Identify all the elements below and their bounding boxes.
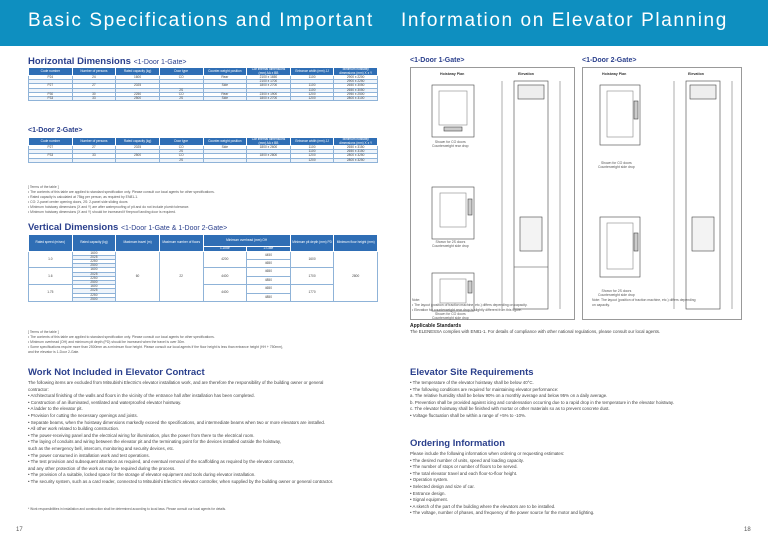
text-line: • The power-receiving panel and the electrical wiring for illumination, plus the power from there to the electrical room.	[28, 432, 255, 438]
two-gate-table-header	[29, 138, 378, 146]
col-header: Number of persons	[72, 68, 116, 76]
col-header: Maximum travel (m)	[116, 235, 160, 252]
text-line: • Voltage fluctuation shall be within a range of +5% to -10%.	[410, 412, 527, 418]
table-cell: 1800 x 2600	[247, 146, 291, 150]
table-cell: 1100	[290, 150, 334, 154]
table-cell: 2025	[116, 146, 160, 150]
capacity-cell: 2500	[72, 280, 116, 284]
table-cell: 1800 x 2800	[247, 154, 291, 158]
text-line: a. The relative humidity shall be below 90% on a monthly average and below 95% on a daily average.	[410, 393, 608, 399]
table-cell: 2900 x 2200	[334, 76, 378, 80]
banner-title-right: Information on Elevator Planning	[401, 10, 728, 31]
table-cell: P30	[29, 92, 73, 96]
figure-note-line: on capacity.	[592, 303, 610, 307]
table-cell: CO	[159, 146, 203, 150]
site-heading: Elevator Site Requirements	[410, 367, 534, 378]
table-cell: 2800 x 3250	[334, 158, 378, 162]
fig-heading-1-gate: <1-Door 1-Gate>	[410, 57, 465, 64]
table-cell: 2500	[116, 97, 160, 101]
table-cell: CO	[159, 76, 203, 80]
table-cell: 2025	[116, 84, 160, 88]
col-header: Door type	[159, 68, 203, 76]
pit-cell: 1600	[290, 251, 334, 268]
text-line: • The desired number of units, speed and loading capacity.	[410, 457, 524, 463]
work-footnote: * Work responsibilities in installation and construction shall be determined according to local laws. Please consult our local agents for details.	[28, 507, 227, 511]
table-cell: Rear	[203, 76, 247, 80]
standards-text: The ELENESSA complies with EN81-1. For details of compliance with other national regulations, please consult our local agents.	[410, 329, 661, 334]
col-header: Number of persons	[72, 138, 116, 146]
text-line: • Construction of an illuminated, ventilated and waterproofed elevator hoistway.	[28, 399, 182, 405]
col-header: Minimum overhead (mm) OH	[203, 235, 290, 247]
text-line: • The contents of this table are applied to standard specification only. Please consult our local agents for other specifications.	[28, 190, 215, 194]
fig-heading-2-gate: <1-Door 2-Gate>	[582, 57, 637, 64]
text-line: • The number of stops or number of floors to be served.	[410, 464, 518, 470]
table-cell	[116, 158, 160, 162]
col-header: Counter-weight position	[203, 68, 247, 76]
text-line: • The power consumed in installation work and test operations.	[28, 452, 150, 458]
pit-cell: 1770	[290, 285, 334, 302]
plan-label-right: Hoistway Plan	[602, 72, 627, 76]
text-line: • The voltage, number of phases, and frequency of the power source for the motor and lighting.	[410, 510, 595, 516]
figure-note-line: • Elevation for counterweight rear drop is slightly different from this figure.	[412, 308, 522, 312]
table-cell: 2300 x 1900	[247, 92, 291, 96]
vertical-table	[28, 234, 378, 302]
pit-cell: 1700	[290, 268, 334, 285]
caption-co-rear: Shown for CO doors Counterweight rear drop	[432, 140, 469, 149]
table-cell: 27	[72, 146, 116, 150]
table-cell: 2650 x 3150	[334, 150, 378, 154]
text-line: • The laying of conduits and wiring between the elevator pit and the terminating point for the devices installed outside the hoistway,	[28, 439, 282, 445]
text-line: • The temperature of the elevator hoistway shall be below 40°C.	[410, 380, 534, 385]
table-cell: 1800 x 2700	[247, 84, 291, 88]
site-list	[410, 380, 760, 420]
table-cell: 2650 x 3050	[334, 88, 378, 92]
table-cell: 1200	[290, 154, 334, 158]
table-cell	[203, 158, 247, 162]
two-gate-heading: <1-Door 2-Gate>	[28, 127, 83, 134]
horizontal-heading: Horizontal Dimensions <1-Door 1-Gate>	[28, 56, 187, 67]
col-header: Rated speed (m/sec)	[29, 235, 73, 252]
table-cell: Side	[203, 84, 247, 88]
elevation-shaft-left	[514, 81, 548, 309]
vertical-heading: Vertical Dimensions <1-Door 1-Gate & 1-Door 2-Gate>	[28, 222, 228, 233]
overhead-2gate-cell: 4650	[247, 259, 291, 267]
capacity-cell: 2025	[72, 289, 116, 293]
table-cell: 2S	[159, 158, 203, 162]
table-cell: 24	[72, 76, 116, 80]
table-cell: 30	[72, 92, 116, 96]
car-outline	[439, 91, 467, 125]
col-header: Maximum number of floors	[159, 235, 203, 252]
text-line: • The test provision and subsequent alteration as required, and eventual removal of the scaffolding as required by the elevator contractor,	[28, 459, 294, 465]
overhead-2gate-cell: 4650	[247, 285, 291, 293]
figure-note-line: Note:	[412, 298, 421, 302]
capacity-cell: 1600	[72, 268, 116, 272]
figure-note-line: • The layout (position of traction machine, etc.) differs depending on capacity.	[412, 303, 528, 307]
sub-col-header: 2-Gate	[247, 247, 291, 252]
col-header: Rated capacity (kg)	[116, 138, 160, 146]
text-line: • Selected design and size of car.	[410, 483, 475, 489]
table-cell: 2100 x 1700	[247, 80, 291, 84]
max-travel-cell: 60	[116, 251, 160, 301]
table-cell: CO	[159, 154, 203, 158]
ordering-list	[410, 451, 760, 517]
col-header: Car internal dimensions (mm) AA x BB	[247, 68, 291, 76]
col-header: Minimum floor height (mm)	[334, 235, 378, 252]
capacity-cell: 2500	[72, 297, 116, 301]
col-header: Code number	[29, 68, 73, 76]
col-header: Minimum hoistway dimensions (mm) X x Y	[334, 138, 378, 146]
table-cell: 2250	[116, 92, 160, 96]
figure-note-right	[592, 298, 696, 308]
sub-col-header: 1-Door	[203, 247, 247, 252]
text-line: • Minimum overhead (OH) and minimum pit depth (PD) should be increased when the travel is over 30m.	[28, 340, 186, 344]
table-cell: 2S	[159, 97, 203, 101]
plan-label-left: Hoistway Plan	[440, 72, 465, 76]
capacity-cell: 2500	[72, 264, 116, 268]
horizontal-table	[28, 67, 378, 101]
col-header: Minimum pit depth (mm) PD	[290, 235, 334, 252]
caption-co-side-right: Shown for CO doors Counterweight side drop	[598, 161, 635, 170]
table-cell: 2S	[159, 88, 203, 92]
elevation-label-right: Elevation	[688, 72, 704, 76]
table-cell: Side	[203, 146, 247, 150]
caption-co-side: Shown for CO doors Counterweight side drop	[432, 312, 469, 321]
text-line: • Architectural finishing of the walls and floors in the vicinity of the entrance hall after installation has been completed.	[28, 393, 255, 399]
text-line: • The security system, such as a card reader, connected to Mitsubishi Electric's elevator controller, when supplied by the building owner or general contractor.	[28, 478, 334, 484]
text-line: • Minimum hoistway dimensions (X and Y) should be increased if fireproof landing door is required.	[28, 210, 176, 214]
table-cell: 2800 x 3100	[334, 97, 378, 101]
capacity-cell: 2250	[72, 293, 116, 297]
table-cell: 33	[72, 97, 116, 101]
overhead-2gate-cell: 4450	[247, 251, 291, 259]
table-cell	[29, 158, 73, 162]
table-row	[29, 97, 378, 101]
text-line: contractor:	[28, 386, 49, 392]
table-cell: 27	[72, 84, 116, 88]
table-cell: 2500	[116, 154, 160, 158]
capacity-cell: 1600	[72, 285, 116, 289]
capacity-cell: 2250	[72, 276, 116, 280]
figure-note-left	[412, 298, 527, 313]
col-header: Rated capacity (kg)	[72, 235, 116, 252]
header-banner	[0, 0, 768, 46]
vertical-header-row	[29, 235, 378, 247]
table-cell	[247, 158, 291, 162]
ordering-heading: Ordering Information	[410, 438, 505, 449]
table-cell: 1100	[290, 84, 334, 88]
text-line: • Some specifications require more than 2500mm as a minimum floor height. Please consult our local agents if the floor height is less than entrance height (HH + 750mm),	[28, 345, 284, 349]
text-line: • Signal equipment.	[410, 497, 448, 503]
col-header: Door type	[159, 138, 203, 146]
page-number-left: 17	[16, 527, 23, 533]
text-line: The following items are excluded from Mitsubishi Electric's elevator installation work, and are therefore the responsibility of the building owner or general	[28, 380, 324, 385]
table-cell: 2100 x 1650	[247, 76, 291, 80]
table-cell: 1100	[290, 146, 334, 150]
text-line: • The following conditions are required for maintaining elevator performance:	[410, 386, 559, 392]
work-heading: Work Not Included in Elevator Contract	[28, 367, 205, 378]
text-line: • Minimum hoistway dimensions (X and Y) are after waterproofing of pit and do not include plumb tolerance.	[28, 205, 190, 209]
overhead-cell: 4400	[203, 268, 247, 285]
capacity-cell: 1600	[72, 251, 116, 255]
text-line: • The total elevator travel and each floor-to-floor height.	[410, 470, 518, 476]
text-line: Please include the following information when ordering or requesting estimates:	[410, 451, 565, 456]
text-line: • Entrance design.	[410, 490, 446, 496]
table-cell: 1200	[290, 97, 334, 101]
horizontal-notes	[28, 185, 378, 215]
notes-title: [ Terms of the table ]	[28, 330, 59, 334]
overhead-2gate-cell: 4850	[247, 276, 291, 284]
text-line: • A ladder to the elevator pit.	[28, 406, 83, 412]
col-header: Car internal dimensions (mm) AA x BB	[247, 138, 291, 146]
text-line: • Separate beams, when the hoistway dimensions markedly exceed the specifications, and intermediate beams when two or more elevators are installed.	[28, 419, 326, 425]
table-cell: 2950 x 2500	[334, 92, 378, 96]
text-line: • CO: 2-panel center opening doors, 2S: 2-panel side sliding doors	[28, 200, 128, 204]
table-cell: 1200	[290, 158, 334, 162]
floor-height-cell: 2800	[334, 251, 378, 301]
horizontal-heading-sub: <1-Door 1-Gate>	[133, 59, 187, 66]
table-cell: 1200	[290, 92, 334, 96]
text-line: c. The elevator hoistway shall be finished with mortar or other materials so as to prevent concrete dust.	[410, 406, 610, 412]
table-cell: 2S	[159, 150, 203, 154]
table-cell: 2800 x 3250	[334, 154, 378, 158]
text-line: • All other work related to building construction.	[28, 426, 120, 432]
elevation-shaft-right	[686, 81, 720, 309]
speed-cell: 1.75	[29, 285, 73, 302]
overhead-2gate-cell: 4650	[247, 268, 291, 276]
figure-1-gate-drawing	[410, 67, 575, 320]
table-cell: 1600	[116, 76, 160, 80]
capacity-cell: 2025	[72, 272, 116, 276]
counterweight-icon	[444, 127, 462, 131]
table-cell: 1100	[290, 88, 334, 92]
text-line: b. Prevention shall be provided against icing and condensation occurring due to a rapid drop in the temperature in the elevator hoistway.	[410, 399, 675, 405]
table-row	[29, 158, 378, 162]
text-line: • The provision of a suitable, locked space for the storage of elevator equipment and tools during elevator installation.	[28, 472, 256, 478]
caption-2s-side: Shown for 2S doors Counterweight side drop	[432, 240, 469, 249]
table-cell: P27	[29, 146, 73, 150]
capacity-cell: 2025	[72, 255, 116, 259]
caption-2s-side-right: Shown for 2S doors Counterweight side drop	[598, 289, 635, 298]
table-cell: P33	[29, 154, 73, 158]
vertical-notes	[28, 330, 378, 355]
notes-title: [ Terms of the table ]	[28, 185, 59, 189]
overhead-cell: 4200	[203, 251, 247, 268]
capacity-cell: 2250	[72, 259, 116, 263]
table-cell: 2650 x 3150	[334, 146, 378, 150]
speed-cell: 1.0	[29, 251, 73, 268]
work-list	[28, 380, 384, 486]
table-cell: Side	[203, 97, 247, 101]
text-line: • Operation system.	[410, 477, 449, 483]
table-cell: 2900 x 2250	[334, 80, 378, 84]
col-header: Rated capacity (kg)	[116, 68, 160, 76]
speed-cell: 1.6	[29, 268, 73, 285]
overhead-2gate-cell: 4850	[247, 293, 291, 301]
table-cell	[72, 158, 116, 162]
table-cell: 1800 x 2700	[247, 97, 291, 101]
table-cell: P24	[29, 76, 73, 80]
text-line: and any other protection of the work as may be required during the process.	[28, 465, 176, 471]
text-line: • A sketch of the part of the building where the elevators are to be installed.	[410, 503, 556, 509]
standards-heading: Applicable Standards	[410, 323, 462, 329]
col-header: Code number	[29, 138, 73, 146]
table-cell: Rear	[203, 92, 247, 96]
vertical-heading-sub: <1-Door 1-Gate & 1-Door 2-Gate>	[120, 225, 228, 232]
text-line: • The contents of this table are applied to standard specification only. Please consult our local agents for other specifications.	[28, 335, 215, 339]
page-number-right: 18	[744, 527, 751, 533]
table-cell: CO	[159, 92, 203, 96]
col-header: Entrance width (mm) JJ	[290, 68, 334, 76]
text-line: • Provision for cutting the necessary openings and joists.	[28, 412, 138, 418]
text-line: • Rated capacity is calculated at 75kg per person, as required by EN81-1.	[28, 195, 139, 199]
table-cell: P27	[29, 84, 73, 88]
table-cell: 33	[72, 154, 116, 158]
max-floors-cell: 22	[159, 251, 203, 301]
table-cell: P33	[29, 97, 73, 101]
table-cell: 1100	[290, 76, 334, 80]
col-header: Counter-weight position	[203, 138, 247, 146]
overhead-cell: 4400	[203, 285, 247, 302]
elevation-label-left: Elevation	[518, 72, 534, 76]
col-header: Minimum hoistway dimensions (mm) X x Y	[334, 68, 378, 76]
banner-title-left: Basic Specifications and Important	[28, 10, 374, 31]
figure-note-line: Note: The layout (position of traction machine, etc.) differs depending	[592, 298, 696, 302]
two-gate-table	[28, 137, 378, 163]
col-header: Entrance width (mm) JJ	[290, 138, 334, 146]
text-line: such as the emergency bell, intercom, monitoring and security devices, etc.	[28, 445, 175, 451]
figure-2-gate-drawing	[582, 67, 742, 320]
text-line: and the elevator is 1-Door 2-Gate.	[28, 350, 80, 354]
horizontal-table-header	[29, 68, 378, 76]
table-cell: 2650 x 3050	[334, 84, 378, 88]
